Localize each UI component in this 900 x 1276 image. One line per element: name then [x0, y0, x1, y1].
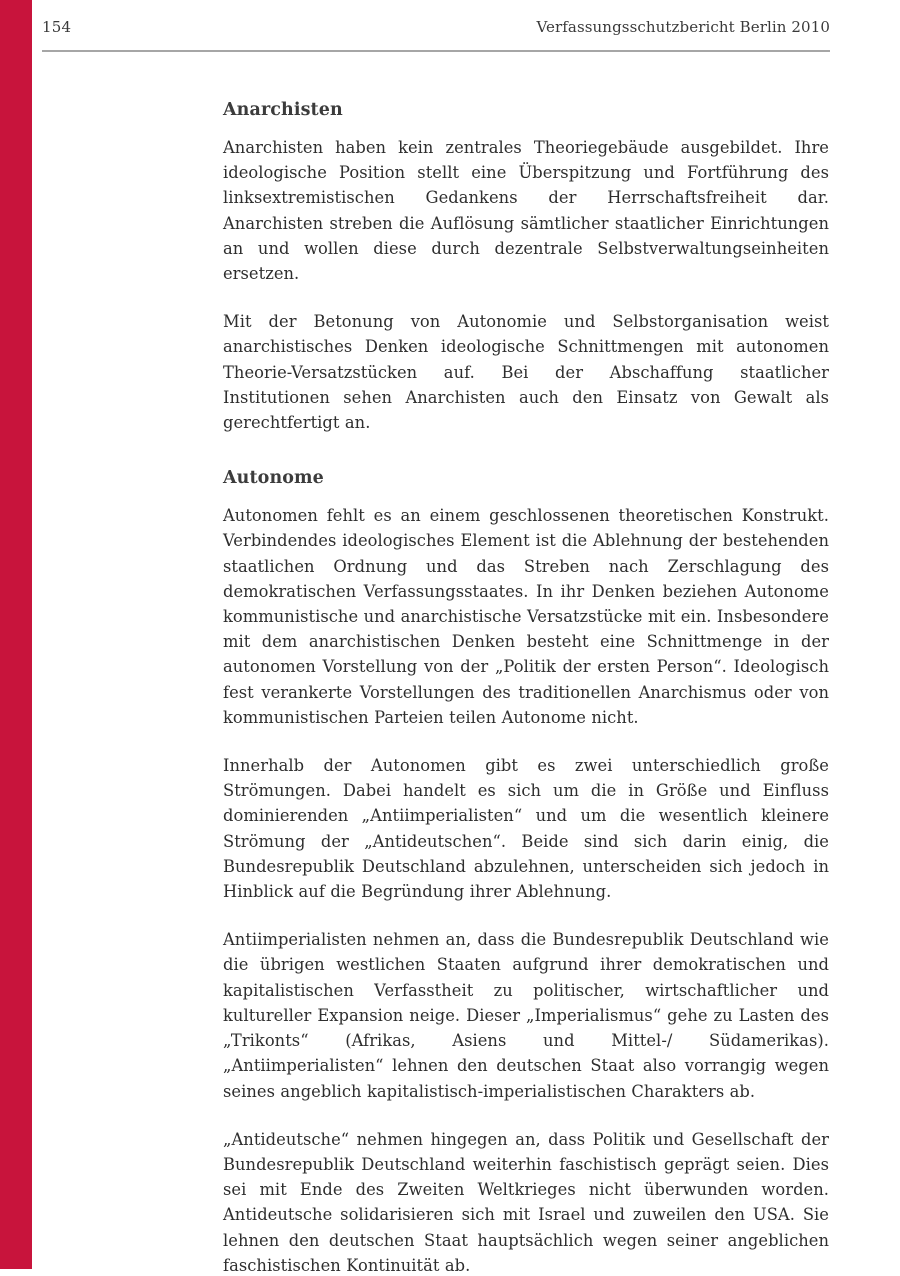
section-heading-anarchisten: Anarchisten	[223, 100, 343, 120]
paragraph: Mit der Betonung von Autonomie und Selbstorganisation weist anarchistisches Denken ideologische Schnittmengen mit autonomen Theorie-Versatzstücken auf. Bei der Abschaffung staatlicher Institutionen sehen Anarchisten auch den Einsatz von Gewalt als gerechtfertigt an.	[223, 312, 829, 433]
paragraph: Antiimperialisten nehmen an, dass die Bundesrepublik Deutschland wie die übrigen westlichen Staaten aufgrund ihrer demokratischen und kapitalistischen Verfasstheit zu politischer, wirtschaftlicher und kultureller Expansion neige. Dieser „Imperialismus“ gehe zu Lasten des „Trikonts“ (Afrikas, Asiens und Mittel-/ Südamerikas). „Antiimperialisten“ lehnen den deutschen Staat also vorrangig wegen seines angeblich kapitalistisch-imperialistischen Charakters ab.	[223, 930, 829, 1101]
paragraph: Innerhalb der Autonomen gibt es zwei unterschiedlich große Strömungen. Dabei handelt es sich um die in Größe und Einfluss dominierenden „Antiimperialisten“ und um die wesentlich kleinere Strömung der „Antideutschen“. Beide sind sich darin einig, die Bundesrepublik Deutschland abzulehnen, unterscheiden sich jedoch in Hinblick auf die Begründung ihrer Ablehnung.	[223, 756, 829, 902]
running-head	[42, 20, 830, 52]
paragraph: Anarchisten haben kein zentrales Theoriegebäude ausgebildet. Ihre ideologische Position stellt eine Überspitzung und Fortführung des linksextremistischen Gedankens der Herrschaftsfreiheit dar. Anarchisten streben die Auflösung sämtlicher staatlicher Einrichtungen an und wollen diese durch dezentrale Selbstverwaltungseinheiten ersetzen.	[223, 138, 829, 284]
section-heading-autonome: Autonome	[223, 468, 324, 489]
running-title: Verfassungsschutzbericht Berlin 2010	[536, 18, 830, 36]
paragraph: „Antideutsche“ nehmen hingegen an, dass Politik und Gesellschaft der Bundesrepublik Deutschland weiterhin faschistisch geprägt seien. Dies sei mit Ende des Zweiten Weltkrieges nicht überwunden worden. Antideutsche solidarisieren sich mit Israel und zuweilen den USA. Sie lehnen den deutschen Staat hauptsächlich wegen seiner angeblichen faschistischen Kontinuität ab.	[223, 1129, 829, 1275]
paragraph: Autonomen fehlt es an einem geschlossenen theoretischen Konstrukt. Verbindendes ideologisches Element ist die Ablehnung der bestehenden staatlichen Ordnung und das Streben nach Zerschlagung des demokratischen Verfassungsstaates. In ihr Denken beziehen Autonome kommunistische und anarchistische Versatzstücke mit ein. Insbesondere mit dem anarchistischen Denken besteht eine Schnittmenge in der autonomen Vorstellung von der „Politik der ersten Person“. Ideologisch fest verankerte Vorstellungen des traditionellen Anarchismus oder von kommunistischen Parteien teilen Autonome nicht.	[223, 506, 829, 727]
text-column	[223, 100, 829, 1276]
page-number: 154	[42, 18, 72, 36]
page-spine-decoration	[0, 0, 32, 1269]
